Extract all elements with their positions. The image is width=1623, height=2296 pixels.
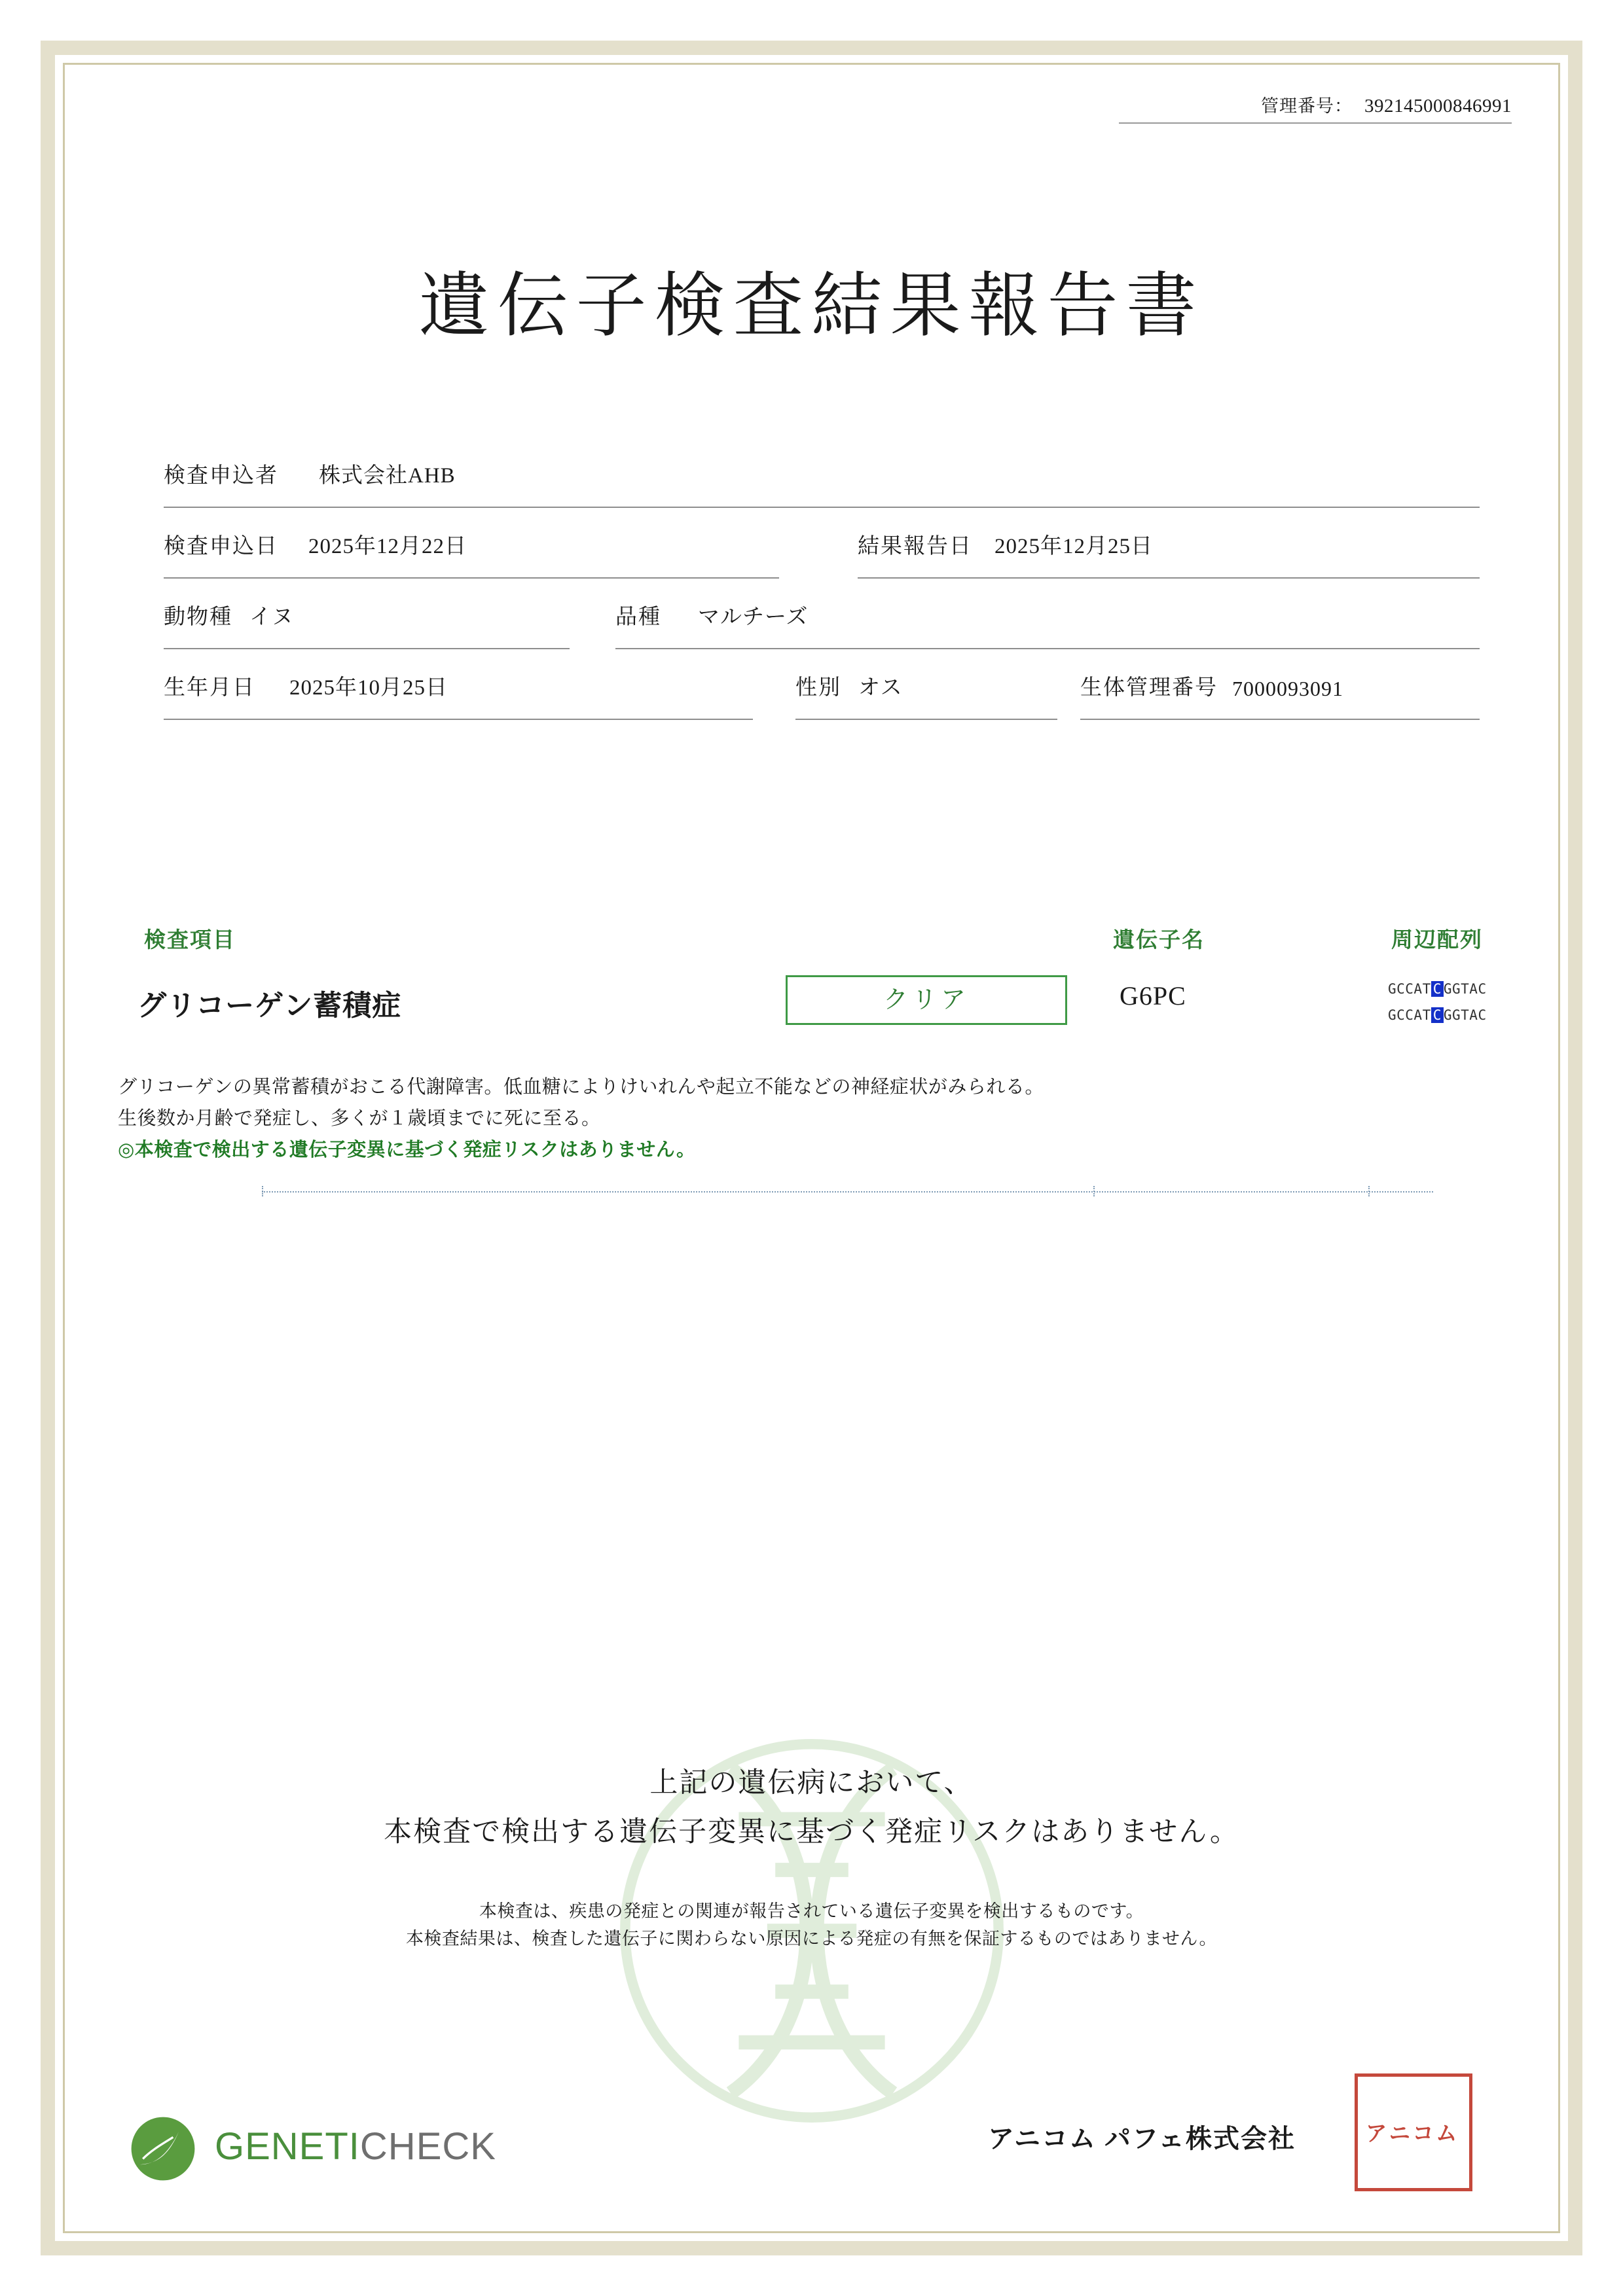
sex-label: 性別 xyxy=(795,676,841,700)
seal-col-3: コ xyxy=(1408,2121,1433,2144)
disease-name: グリコーゲン蓄積症 xyxy=(137,990,402,1022)
field-row-dates xyxy=(164,529,1499,600)
seal-col-2: ニ xyxy=(1385,2121,1410,2144)
logo-wordmark xyxy=(215,2125,496,2168)
report-date-label: 結果報告日 xyxy=(858,535,972,558)
results-header xyxy=(118,923,1512,953)
divider-tick-right xyxy=(1368,1186,1370,1196)
seq2-right: GGTAC xyxy=(1443,1007,1487,1023)
logo-word-geneti: GENETI xyxy=(215,2125,360,2168)
section-divider xyxy=(262,1191,1433,1193)
sequence-line-1 xyxy=(1388,977,1487,1003)
page-title: 遺伝子検査結果報告書 xyxy=(418,268,1205,346)
seq2-left: GCCAT xyxy=(1388,1007,1431,1023)
seal-col-1: ア xyxy=(1361,2121,1386,2144)
disclaimer-line-1: 本検査は、疾患の発症との関連が報告されている遺伝子変異を検出するものです。 xyxy=(479,1901,1144,1921)
report-content xyxy=(111,79,1512,2217)
birth-value: 2025年10月25日 xyxy=(289,676,448,700)
breed-label: 品種 xyxy=(615,605,661,629)
applicant-value: 株式会社AHB xyxy=(319,464,456,488)
seq1-left: GCCAT xyxy=(1388,981,1431,997)
field-row-applicant xyxy=(164,458,1499,529)
field-block xyxy=(164,458,1499,741)
company-name: アニコム パフェ株式会社 xyxy=(988,2124,1296,2153)
company-seal xyxy=(1355,2073,1472,2191)
apply-date-value: 2025年12月22日 xyxy=(308,535,467,558)
applicant-label: 検査申込者 xyxy=(164,464,278,488)
description-line-2: 生後数か月齢で発症し、多くが１歳頃までに死に至る。 xyxy=(118,1108,601,1130)
sex-value: オス xyxy=(858,676,903,700)
col-header-sequence: 周辺配列 xyxy=(1391,929,1483,952)
disclaimer-line-2: 本検査結果は、検査した遺伝子に関わらない原因による発症の有無を保証するものではありません。 xyxy=(405,1928,1218,1948)
seal-col-4: ム xyxy=(1431,2121,1456,2144)
status-badge: クリア xyxy=(786,975,1067,1025)
field-breed xyxy=(615,600,1480,649)
animal-id-label: 生体管理番号 xyxy=(1080,676,1218,700)
management-number xyxy=(1119,92,1512,124)
field-applicant xyxy=(164,458,1480,508)
table-row xyxy=(118,975,1512,1054)
leaf-logo-icon xyxy=(124,2113,202,2185)
animal-id-value: 7000093091 xyxy=(1232,677,1343,700)
disclaimer-block xyxy=(111,1898,1512,1953)
field-row-species xyxy=(164,600,1499,670)
management-number-label: 管理番号： xyxy=(1261,96,1353,116)
col-header-gene: 遺伝子名 xyxy=(1113,929,1205,952)
seq1-highlight: C xyxy=(1431,981,1444,997)
field-animal-id xyxy=(1080,670,1480,720)
species-value: イヌ xyxy=(249,605,294,629)
seq2-highlight: C xyxy=(1431,1007,1444,1023)
sequence-line-2 xyxy=(1388,1003,1487,1029)
management-number-value: 392145000846991 xyxy=(1364,96,1512,117)
field-apply-date xyxy=(164,529,779,579)
field-birth xyxy=(164,670,753,720)
sequence-block xyxy=(1388,977,1487,1029)
description-line-1: グリコーゲンの異常蓄積がおこる代謝障害。低血糖によりけいれんや起立不能などの神経症状がみられる。 xyxy=(118,1077,1044,1098)
field-species xyxy=(164,600,570,649)
disease-description xyxy=(118,1073,1486,1168)
divider-tick-mid xyxy=(1093,1186,1095,1196)
logo-word-check: CHECK xyxy=(359,2125,496,2168)
species-label: 動物種 xyxy=(164,605,232,629)
conclusion-line-1: 上記の遺伝病において、 xyxy=(649,1767,974,1799)
birth-label: 生年月日 xyxy=(164,676,255,700)
breed-value: マルチーズ xyxy=(698,605,809,629)
gene-name: G6PC xyxy=(1120,981,1186,1011)
seq1-right: GGTAC xyxy=(1443,981,1487,997)
geneticheck-logo xyxy=(124,2106,556,2191)
col-header-item: 検査項目 xyxy=(144,929,236,952)
apply-date-label: 検査申込日 xyxy=(164,535,278,558)
field-sex xyxy=(795,670,1057,720)
conclusion-block xyxy=(111,1761,1512,1850)
field-report-date xyxy=(858,529,1480,579)
field-row-birth xyxy=(164,670,1499,741)
report-date-value: 2025年12月25日 xyxy=(994,535,1153,558)
description-line-3: ◎本検査で検出する遺伝子変異に基づく発症リスクはありません。 xyxy=(118,1139,696,1161)
conclusion-line-2: 本検査で検出する遺伝子変異に基づく発症リスクはありません。 xyxy=(384,1816,1239,1848)
divider-tick-left xyxy=(262,1186,263,1196)
